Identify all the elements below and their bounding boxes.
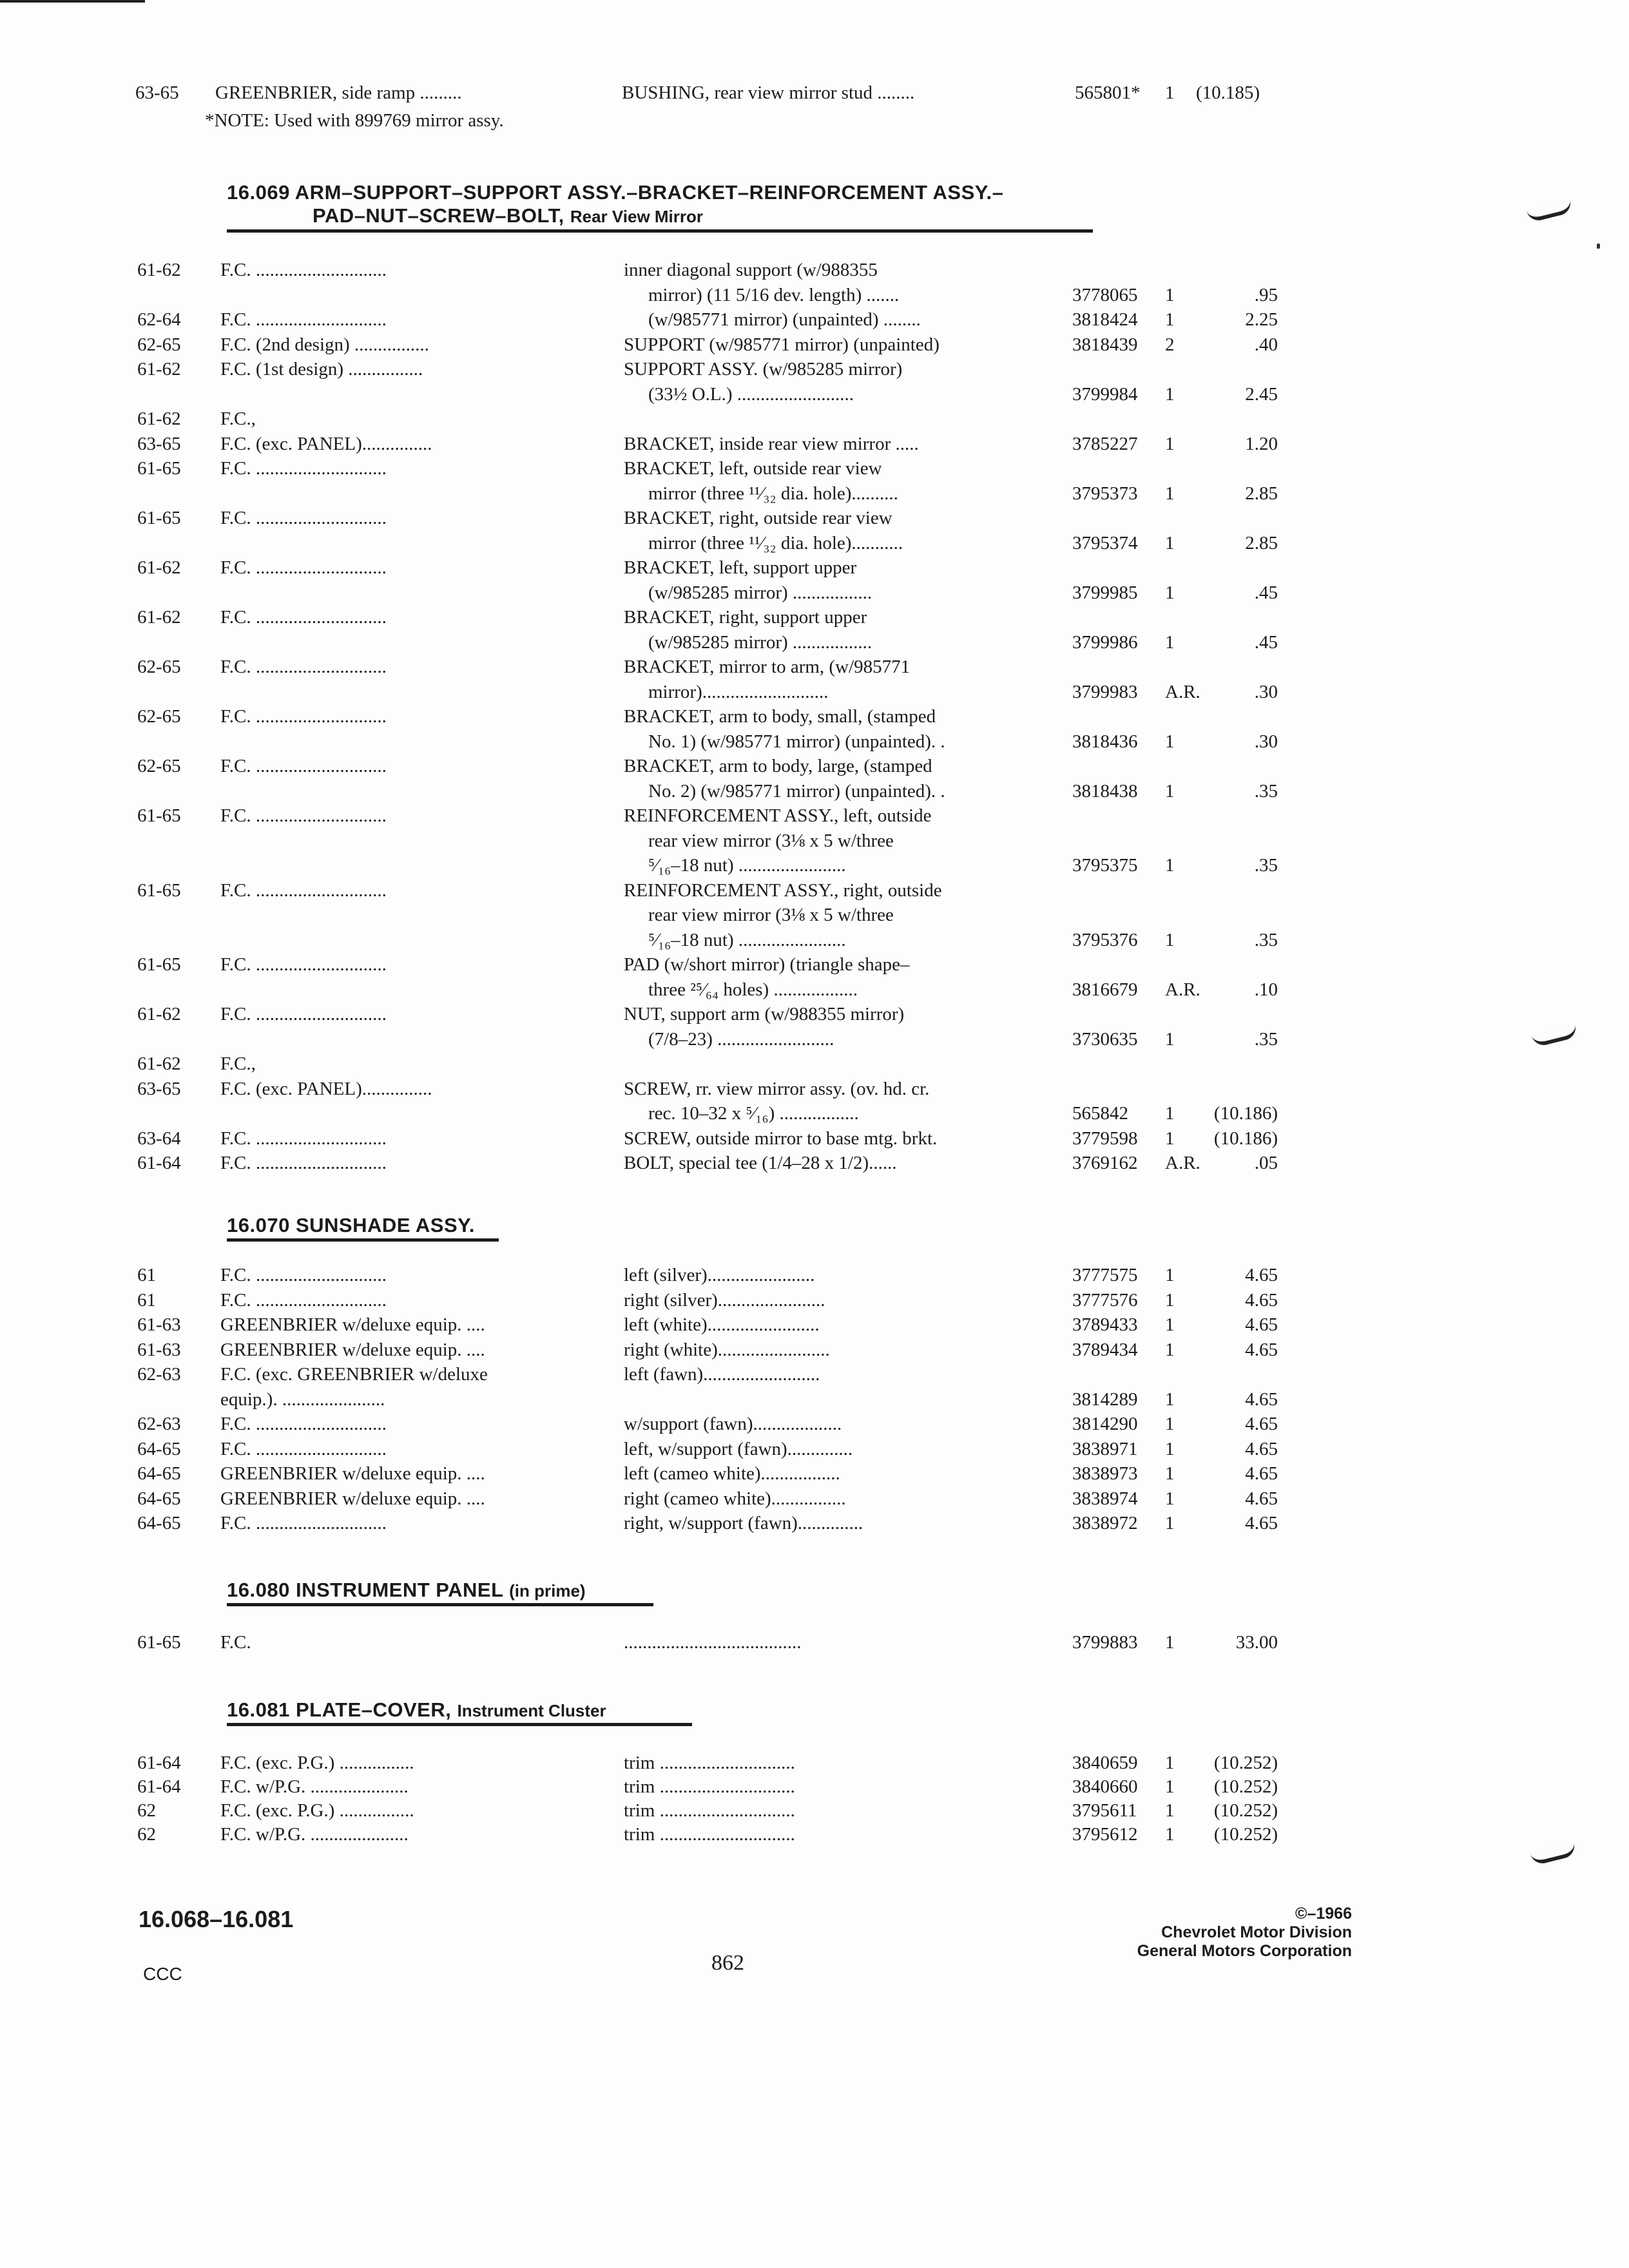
row-qty: 1 — [1165, 1339, 1175, 1360]
row-part-number: 565842 — [1072, 1103, 1128, 1124]
top-price: (10.185) — [1196, 82, 1260, 103]
row-description: right (cameo white)................ — [624, 1488, 846, 1509]
section-rule — [227, 1723, 692, 1726]
row-application-cont: equip.). ...................... — [220, 1389, 385, 1410]
row-part-number: 3785227 — [1072, 433, 1138, 454]
binder-hole-mark — [1530, 1843, 1577, 1866]
row-application: F.C. (exc. P.G.) ................ — [220, 1753, 414, 1773]
top-part-number: 565801* — [1075, 82, 1141, 103]
row-application: F.C. ............................ — [220, 657, 387, 677]
row-part-number: 3799984 — [1072, 383, 1138, 405]
row-part-number: 3799983 — [1072, 681, 1138, 702]
row-description: NUT, support arm (w/988355 mirror) — [624, 1004, 905, 1024]
row-qty: A.R. — [1165, 1153, 1200, 1173]
row-description: BRACKET, right, outside rear view — [624, 508, 892, 528]
row-qty: 1 — [1165, 1463, 1175, 1484]
row-part-number: 3799985 — [1072, 582, 1138, 603]
row-years: 62-65 — [137, 756, 181, 776]
row-description: BRACKET, left, outside rear view — [624, 458, 882, 479]
section-title-suffix: Instrument Cluster — [457, 1701, 606, 1720]
row-qty: 1 — [1165, 582, 1175, 603]
row-application: F.C. (1st design) ................ — [220, 359, 423, 380]
row-qty: 1 — [1165, 631, 1175, 653]
row-price: .35 — [1254, 855, 1278, 876]
row-price: 4.65 — [1245, 1265, 1278, 1285]
section-rule — [227, 1238, 499, 1242]
section-heading-16081 — [227, 1698, 606, 1723]
row-qty: 1 — [1165, 1028, 1175, 1050]
row-description: trim ............................. — [624, 1824, 795, 1845]
row-description: BRACKET, left, support upper — [624, 557, 857, 578]
row-qty: 1 — [1165, 1389, 1175, 1410]
row-application: GREENBRIER w/deluxe equip. .... — [220, 1463, 485, 1484]
row-part-number: 3789434 — [1072, 1339, 1138, 1360]
row-description-cont: (33½ O.L.) ......................... — [648, 383, 854, 405]
row-description: left, w/support (fawn).............. — [624, 1438, 853, 1459]
row-application: F.C. — [220, 1632, 251, 1653]
row-years: 61-63 — [137, 1314, 181, 1335]
row-description: right (silver)....................... — [624, 1289, 825, 1311]
row-part-number: 3816679 — [1072, 979, 1138, 1000]
row-part-number: 3795373 — [1072, 483, 1138, 504]
row-price: .05 — [1254, 1153, 1278, 1173]
section-title-suffix: Rear View Mirror — [570, 207, 704, 226]
row-application: F.C. ............................ — [220, 1438, 387, 1459]
row-part-number: 3777575 — [1072, 1265, 1138, 1285]
row-application: F.C. (2nd design) ................ — [220, 334, 429, 355]
section-heading-16069 — [227, 180, 1003, 205]
row-description: w/support (fawn)................... — [624, 1414, 842, 1434]
row-application: F.C. ............................ — [220, 1265, 387, 1285]
row-years: 62-65 — [137, 657, 181, 677]
row-qty: 1 — [1165, 532, 1175, 553]
row-qty: A.R. — [1165, 681, 1200, 702]
row-application: F.C. (exc. PANEL)............... — [220, 1078, 432, 1099]
row-application: F.C., — [220, 1053, 256, 1074]
row-qty: 2 — [1165, 334, 1175, 355]
row-part-number: 3799986 — [1072, 631, 1138, 653]
row-qty: 1 — [1165, 1265, 1175, 1285]
binder-hole-mark — [1527, 200, 1574, 223]
row-part-number: 3814290 — [1072, 1414, 1138, 1434]
row-description: REINFORCEMENT ASSY., left, outside — [624, 805, 932, 826]
row-price: .40 — [1254, 334, 1278, 355]
row-description: SCREW, rr. view mirror assy. (ov. hd. cr. — [624, 1078, 930, 1099]
row-description: trim ............................. — [624, 1753, 795, 1773]
row-part-number: 3779598 — [1072, 1128, 1138, 1149]
footer-section-range: 16.068–16.081 — [139, 1906, 294, 1932]
row-application: F.C. ............................ — [220, 607, 387, 628]
row-price: 2.45 — [1245, 383, 1278, 405]
row-application: F.C. ............................ — [220, 1128, 387, 1149]
row-qty: 1 — [1165, 1824, 1175, 1845]
row-years: 61-62 — [137, 359, 181, 380]
row-price: (10.252) — [1213, 1753, 1278, 1773]
row-application: F.C. ............................ — [220, 260, 387, 280]
row-price: 33.00 — [1235, 1632, 1278, 1653]
row-qty: 1 — [1165, 1632, 1175, 1653]
row-part-number: 3730635 — [1072, 1028, 1138, 1050]
row-part-number: 3777576 — [1072, 1289, 1138, 1311]
row-years: 64-65 — [137, 1513, 181, 1533]
row-description-cont: (w/985771 mirror) (unpainted) ........ — [648, 309, 921, 330]
row-qty: 1 — [1165, 1289, 1175, 1311]
row-part-number: 3795611 — [1072, 1800, 1137, 1821]
row-application: GREENBRIER w/deluxe equip. .... — [220, 1339, 485, 1360]
binder-hole-mark — [1532, 1024, 1579, 1048]
row-description: trim ............................. — [624, 1776, 795, 1797]
row-years: 61-65 — [137, 1632, 181, 1653]
footer-division: Chevrolet Motor Division — [1161, 1923, 1352, 1941]
row-description: right (white)........................ — [624, 1339, 830, 1360]
row-qty: 1 — [1165, 929, 1175, 950]
row-description-cont: mirror (three ¹¹⁄₃₂ dia. hole)........... — [648, 532, 903, 553]
row-years: 61-64 — [137, 1776, 181, 1797]
row-description-cont: rec. 10–32 x ⁵⁄₁₆) ................. — [648, 1103, 859, 1124]
row-qty: 1 — [1165, 1414, 1175, 1434]
row-description: left (fawn)......................... — [624, 1364, 820, 1385]
row-description: PAD (w/short mirror) (triangle shape– — [624, 954, 910, 975]
row-part-number: 3795374 — [1072, 532, 1138, 553]
row-qty: 1 — [1165, 780, 1175, 802]
row-description: BRACKET, right, support upper — [624, 607, 867, 628]
row-price: 4.65 — [1245, 1513, 1278, 1533]
row-description: BRACKET, inside rear view mirror ..... — [624, 433, 919, 454]
row-part-number: 3795375 — [1072, 855, 1138, 876]
row-part-number: 3799883 — [1072, 1632, 1138, 1653]
row-application: F.C. (exc. P.G.) ................ — [220, 1800, 414, 1821]
row-qty: 1 — [1165, 433, 1175, 454]
row-years: 61-65 — [137, 458, 181, 479]
row-years: 61 — [137, 1265, 156, 1285]
row-description-cont: rear view mirror (3⅛ x 5 w/three — [648, 905, 894, 925]
row-price: 2.25 — [1245, 309, 1278, 330]
row-years: 61-62 — [137, 557, 181, 578]
row-description-cont: (w/985285 mirror) ................. — [648, 631, 872, 653]
row-application: GREENBRIER w/deluxe equip. .... — [220, 1488, 485, 1509]
row-description-cont: (w/985285 mirror) ................. — [648, 582, 872, 603]
section-title-line2: PAD–NUT–SCREW–BOLT, — [313, 204, 564, 227]
row-description-cont: mirror)........................... — [648, 681, 829, 702]
row-description-cont: No. 1) (w/985771 mirror) (unpainted). . — [648, 731, 945, 752]
row-qty: 1 — [1165, 1513, 1175, 1533]
row-part-number: 3818436 — [1072, 731, 1138, 752]
row-qty: 1 — [1165, 1488, 1175, 1509]
row-qty: 1 — [1165, 1128, 1175, 1149]
row-qty: 1 — [1165, 309, 1175, 330]
row-application: F.C. ............................ — [220, 1414, 387, 1434]
row-part-number: 3789433 — [1072, 1314, 1138, 1335]
row-part-number: 3814289 — [1072, 1389, 1138, 1410]
row-description-cont: No. 2) (w/985771 mirror) (unpainted). . — [648, 780, 945, 802]
section-number: 16.080 — [227, 1579, 290, 1601]
row-description: BRACKET, arm to body, large, (stamped — [624, 756, 932, 776]
section-title-suffix: (in prime) — [509, 1581, 586, 1600]
row-years: 61-62 — [137, 408, 181, 429]
row-description: REINFORCEMENT ASSY., right, outside — [624, 879, 942, 901]
row-application: F.C. w/P.G. ..................... — [220, 1776, 409, 1797]
row-qty: 1 — [1165, 731, 1175, 752]
row-price: 4.65 — [1245, 1289, 1278, 1311]
row-description: trim ............................. — [624, 1800, 795, 1821]
row-description: BRACKET, arm to body, small, (stamped — [624, 706, 936, 727]
row-price: 2.85 — [1245, 483, 1278, 504]
row-qty: 1 — [1165, 855, 1175, 876]
row-price: .35 — [1254, 929, 1278, 950]
footer-copyright: ©–1966 — [1295, 1905, 1352, 1923]
row-application: F.C. w/P.G. ..................... — [220, 1824, 409, 1845]
row-qty: 1 — [1165, 284, 1175, 305]
row-years: 63-64 — [137, 1128, 181, 1149]
section-heading-16069-line2 — [313, 204, 703, 229]
row-application: F.C. ............................ — [220, 879, 387, 901]
top-note: *NOTE: Used with 899769 mirror assy. — [205, 110, 504, 131]
row-price: .35 — [1254, 1028, 1278, 1050]
row-price: .10 — [1254, 979, 1278, 1000]
section-rule — [227, 1603, 653, 1606]
row-application: F.C. ............................ — [220, 1153, 387, 1173]
row-years: 62-65 — [137, 706, 181, 727]
row-price: 4.65 — [1245, 1438, 1278, 1459]
row-qty: 1 — [1165, 1438, 1175, 1459]
row-years: 61-65 — [137, 879, 181, 901]
row-qty: A.R. — [1165, 979, 1200, 1000]
section-heading-16070 — [227, 1213, 475, 1238]
row-years: 62-63 — [137, 1364, 181, 1385]
row-price: (10.252) — [1213, 1824, 1278, 1845]
row-price: (10.186) — [1213, 1103, 1278, 1124]
row-description-cont: mirror (three ¹¹⁄₃₂ dia. hole).......... — [648, 483, 898, 504]
row-price: .95 — [1254, 284, 1278, 305]
row-part-number: 3840660 — [1072, 1776, 1138, 1797]
row-price: .30 — [1254, 731, 1278, 752]
row-application: F.C. ............................ — [220, 805, 387, 826]
row-description-cont: mirror) (11 5/16 dev. length) ....... — [648, 284, 900, 305]
row-description: BOLT, special tee (1/4–28 x 1/2)...... — [624, 1153, 897, 1173]
row-application: F.C. ............................ — [220, 309, 387, 330]
row-application: GREENBRIER w/deluxe equip. .... — [220, 1314, 485, 1335]
top-description: BUSHING, rear view mirror stud ........ — [622, 82, 915, 103]
footer-corporation: General Motors Corporation — [1137, 1942, 1352, 1960]
row-qty: 1 — [1165, 483, 1175, 504]
row-years: 62 — [137, 1824, 156, 1845]
row-years: 61-64 — [137, 1753, 181, 1773]
row-application: F.C. ............................ — [220, 756, 387, 776]
row-description: SCREW, outside mirror to base mtg. brkt. — [624, 1128, 938, 1149]
row-years: 63-65 — [137, 1078, 181, 1099]
row-qty: 1 — [1165, 1103, 1175, 1124]
row-description-cont: three ²⁵⁄₆₄ holes) .................. — [648, 979, 858, 1000]
row-part-number: 3838971 — [1072, 1438, 1138, 1459]
row-years: 64-65 — [137, 1463, 181, 1484]
row-qty: 1 — [1165, 1776, 1175, 1797]
row-application: F.C. ............................ — [220, 458, 387, 479]
row-years: 62-65 — [137, 334, 181, 355]
row-description-cont: (7/8–23) ......................... — [648, 1028, 834, 1050]
row-description: SUPPORT ASSY. (w/985285 mirror) — [624, 359, 903, 380]
row-years: 61-64 — [137, 1153, 181, 1173]
row-price: 4.65 — [1245, 1463, 1278, 1484]
row-years: 62-63 — [137, 1414, 181, 1434]
row-price: .45 — [1254, 631, 1278, 653]
row-application: F.C. ............................ — [220, 954, 387, 975]
row-qty: 1 — [1165, 1314, 1175, 1335]
corner-rule — [0, 0, 145, 3]
row-qty: 1 — [1165, 1800, 1175, 1821]
row-description: inner diagonal support (w/988355 — [624, 260, 878, 280]
row-years: 62-64 — [137, 309, 181, 330]
row-years: 64-65 — [137, 1488, 181, 1509]
row-years: 61-65 — [137, 508, 181, 528]
row-part-number: 3795612 — [1072, 1824, 1138, 1845]
row-years: 61-62 — [137, 1053, 181, 1074]
top-qty: 1 — [1165, 82, 1175, 103]
row-years: 61-63 — [137, 1339, 181, 1360]
row-application: F.C. (exc. PANEL)............... — [220, 433, 432, 454]
section-title: PLATE–COVER, — [295, 1698, 452, 1721]
row-application: F.C. ............................ — [220, 508, 387, 528]
section-title: INSTRUMENT PANEL — [295, 1579, 503, 1601]
row-application: F.C., — [220, 408, 256, 429]
section-heading-16080 — [227, 1578, 586, 1603]
footer-code: CCC — [143, 1964, 182, 1984]
row-description: left (white)........................ — [624, 1314, 820, 1335]
row-price: (10.252) — [1213, 1776, 1278, 1797]
top-application: GREENBRIER, side ramp ......... — [215, 82, 462, 103]
row-description: ...................................... — [624, 1632, 802, 1653]
row-price: .45 — [1254, 582, 1278, 603]
row-years: 63-65 — [137, 433, 181, 454]
row-part-number: 3838972 — [1072, 1513, 1138, 1533]
row-application: F.C. ............................ — [220, 706, 387, 727]
row-price: 4.65 — [1245, 1414, 1278, 1434]
row-price: 4.65 — [1245, 1389, 1278, 1410]
row-description-cont: ⁵⁄₁₆–18 nut) ....................... — [648, 855, 846, 876]
row-years: 61-65 — [137, 805, 181, 826]
section-number: 16.069 — [227, 181, 290, 204]
scan-speck — [1597, 244, 1600, 249]
row-years: 61-62 — [137, 607, 181, 628]
row-part-number: 3838973 — [1072, 1463, 1138, 1484]
row-years: 61-62 — [137, 260, 181, 280]
row-part-number: 3778065 — [1072, 284, 1138, 305]
row-price: 1.20 — [1245, 433, 1278, 454]
row-part-number: 3818439 — [1072, 334, 1138, 355]
row-qty: 1 — [1165, 1753, 1175, 1773]
row-price: 2.85 — [1245, 532, 1278, 553]
row-price: 4.65 — [1245, 1314, 1278, 1335]
row-part-number: 3818438 — [1072, 780, 1138, 802]
row-years: 62 — [137, 1800, 156, 1821]
section-title-line1: ARM–SUPPORT–SUPPORT ASSY.–BRACKET–REINFORCEMENT ASSY.– — [294, 181, 1004, 204]
row-application: F.C. ............................ — [220, 557, 387, 578]
row-price: .30 — [1254, 681, 1278, 702]
top-years: 63-65 — [135, 82, 179, 103]
section-number: 16.081 — [227, 1698, 290, 1721]
row-price: .35 — [1254, 780, 1278, 802]
row-years: 61-62 — [137, 1004, 181, 1024]
row-application: F.C. ............................ — [220, 1289, 387, 1311]
row-part-number: 3769162 — [1072, 1153, 1138, 1173]
row-description: right, w/support (fawn).............. — [624, 1513, 863, 1533]
page-number: 862 — [711, 1951, 744, 1975]
section-title: SUNSHADE ASSY. — [295, 1214, 475, 1236]
row-years: 61 — [137, 1289, 156, 1311]
row-description: left (cameo white)................. — [624, 1463, 840, 1484]
row-years: 61-65 — [137, 954, 181, 975]
row-part-number: 3838974 — [1072, 1488, 1138, 1509]
row-part-number: 3795376 — [1072, 929, 1138, 950]
row-description: left (silver)....................... — [624, 1265, 815, 1285]
row-application: F.C. ............................ — [220, 1004, 387, 1024]
row-description: SUPPORT (w/985771 mirror) (unpainted) — [624, 334, 940, 355]
top-row — [0, 81, 1629, 106]
row-price: 4.65 — [1245, 1488, 1278, 1509]
row-price: 4.65 — [1245, 1339, 1278, 1360]
row-application: F.C. ............................ — [220, 1513, 387, 1533]
row-years: 64-65 — [137, 1438, 181, 1459]
row-description-cont: rear view mirror (3⅛ x 5 w/three — [648, 830, 894, 851]
row-description-cont: ⁵⁄₁₆–18 nut) ....................... — [648, 929, 846, 950]
row-application: F.C. (exc. GREENBRIER w/deluxe — [220, 1364, 488, 1385]
row-part-number: 3818424 — [1072, 309, 1138, 330]
section-rule — [227, 229, 1093, 233]
row-qty: 1 — [1165, 383, 1175, 405]
section-number: 16.070 — [227, 1214, 290, 1236]
row-part-number: 3840659 — [1072, 1753, 1138, 1773]
row-price: (10.252) — [1213, 1800, 1278, 1821]
row-description: BRACKET, mirror to arm, (w/985771 — [624, 657, 911, 677]
row-price: (10.186) — [1213, 1128, 1278, 1149]
